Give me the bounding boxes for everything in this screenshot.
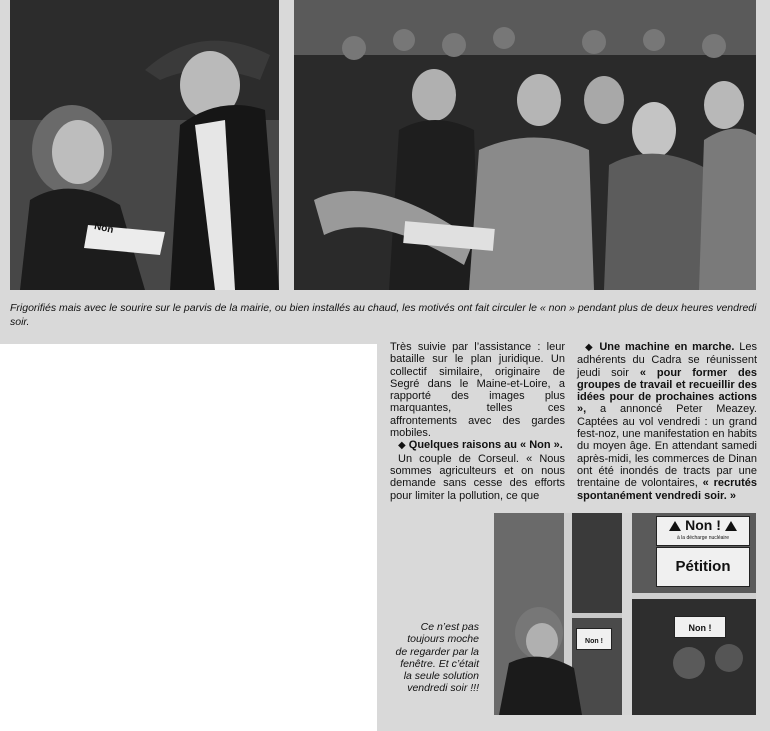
article-quote: « pour former des groupes de travail et recueillir des idées pour de prochaines actions », (577, 366, 757, 416)
caption-top-photos: Frigorifiés mais avec le sourire sur le parvis de la mairie, ou bien installés au chaud, les motivés ont fait circuler le « non » pendant plus de deux heures vendredi soir. (10, 302, 757, 328)
blank-area (0, 344, 377, 731)
article-quote: « recrutés spontanément vendredi soir. » (577, 477, 757, 502)
article-text: a annoncé Peter Meazey. Captées au vol vendredi : un grand fest-noz, une manifestation en habits du moyen âge. En attendant samedi après-midi, les commerces de Dinan ont été inondés de tracts par une trentaine de volontaires, (577, 403, 757, 490)
sign-non-large (656, 516, 750, 546)
sign-petition (656, 547, 750, 587)
photo-audience-hall (294, 0, 756, 290)
article-column-1 (390, 341, 565, 502)
caption-window-photo: Ce n’est pas toujours moche de regarder par la fenêtre. Et c’était la seule solution vendredi soir !!! (395, 621, 479, 695)
sign-text: Pétition (675, 558, 731, 575)
photo-window-petition (494, 513, 756, 715)
sign-text: Non ! (685, 517, 721, 533)
article-paragraph: Un couple de Corseul. « Nous sommes agriculteurs et on nous demande sans cesse des efforts pour limiter la pollution, ce que (390, 452, 565, 502)
article-paragraph (390, 439, 565, 452)
article-paragraph: Très suivie par l’assistance : leur bataille sur le plan juridique. Un collectif similaire, originaire de Segré dans le Maine-et-Loire, a rapporté des images plus marquantes, telles ces affrontements avec des gardes mobiles. (390, 341, 565, 440)
article-paragraph (577, 341, 757, 502)
article-subheading: Quelques raisons au « Non ». (408, 439, 563, 452)
sign-non-small (576, 628, 612, 650)
radiation-icon (669, 521, 681, 531)
photo-street-leaflet (10, 0, 279, 290)
article-text: Les adhérents du Cadra se réunissent jeudi soir (577, 341, 757, 379)
sign-text: Non ! (688, 623, 712, 633)
diamond-bullet-icon: ◆ (398, 440, 406, 452)
diamond-bullet-icon: ◆ (585, 342, 595, 353)
leaflet-text: Non (93, 221, 115, 236)
sign-subtext: à la décharge nucléaire (677, 535, 729, 541)
sign-non-small (674, 616, 726, 638)
radiation-icon (725, 521, 737, 531)
sign-text: Non ! (585, 638, 603, 645)
article-subheading: Une machine en marche. (599, 341, 735, 353)
article-column-2 (577, 341, 757, 502)
